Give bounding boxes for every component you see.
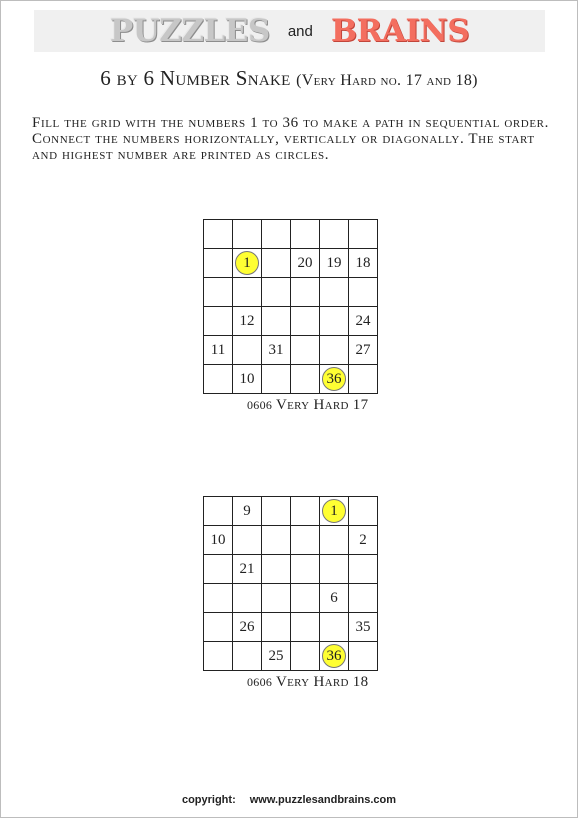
grid-cell[interactable] <box>320 307 349 336</box>
page-title-sub: (Very Hard no. 17 and 18) <box>296 72 478 89</box>
grid-cell[interactable] <box>291 584 320 613</box>
grid-cell[interactable] <box>320 497 349 526</box>
grid-cell[interactable] <box>233 336 262 365</box>
grid-cell[interactable] <box>262 278 291 307</box>
grid-cell[interactable] <box>349 220 378 249</box>
grid-cell[interactable] <box>262 584 291 613</box>
given-number: 31 <box>268 341 284 358</box>
grid-cell[interactable] <box>320 613 349 642</box>
grid-cell[interactable] <box>262 497 291 526</box>
puzzle-grid-17 <box>203 219 378 394</box>
grid-cell[interactable] <box>262 555 291 584</box>
grid-cell[interactable] <box>233 249 262 278</box>
grid-cell[interactable] <box>349 613 378 642</box>
grid-cell[interactable] <box>320 278 349 307</box>
grid-cell[interactable] <box>204 613 233 642</box>
grid-cell[interactable] <box>204 584 233 613</box>
circled-number: 1 <box>235 251 259 275</box>
grid-cell[interactable] <box>204 526 233 555</box>
grid-cell[interactable] <box>233 365 262 394</box>
grid-cell[interactable] <box>291 365 320 394</box>
logo-puzzles-word: PUZZLES <box>109 13 270 49</box>
grid-cell[interactable] <box>349 642 378 671</box>
grid-cell[interactable] <box>320 555 349 584</box>
grid-cell[interactable] <box>262 220 291 249</box>
site-logo-banner <box>34 10 545 52</box>
puzzle-caption-18 <box>247 674 368 691</box>
grid-cell[interactable] <box>320 249 349 278</box>
copyright-label: copyright: <box>181 794 236 806</box>
footer <box>0 794 578 806</box>
page-title <box>0 66 578 91</box>
grid-cell[interactable] <box>320 526 349 555</box>
logo-and-word: and <box>287 22 313 40</box>
grid-cell[interactable] <box>204 220 233 249</box>
given-number: 10 <box>210 531 226 548</box>
grid-cell[interactable] <box>262 249 291 278</box>
given-number: 26 <box>239 618 255 635</box>
given-number: 20 <box>297 254 313 271</box>
grid-cell[interactable] <box>349 497 378 526</box>
grid-cell[interactable] <box>291 613 320 642</box>
puzzle-label: Very Hard 17 <box>275 397 369 413</box>
logo-brains-word: BRAINS <box>330 13 470 49</box>
given-number: 9 <box>243 502 251 519</box>
grid-cell[interactable] <box>262 642 291 671</box>
grid-cell[interactable] <box>233 613 262 642</box>
given-number: 35 <box>355 618 371 635</box>
grid-cell[interactable] <box>233 497 262 526</box>
grid-cell[interactable] <box>204 642 233 671</box>
circled-number: 36 <box>322 367 346 391</box>
grid-cell[interactable] <box>291 555 320 584</box>
grid-cell[interactable] <box>204 365 233 394</box>
grid-cell[interactable] <box>262 307 291 336</box>
grid-cell[interactable] <box>349 365 378 394</box>
grid-cell[interactable] <box>204 336 233 365</box>
grid-cell[interactable] <box>262 526 291 555</box>
grid-cell[interactable] <box>233 307 262 336</box>
grid-cell[interactable] <box>204 278 233 307</box>
grid-cell[interactable] <box>349 526 378 555</box>
grid-cell[interactable] <box>291 336 320 365</box>
grid-cell[interactable] <box>320 642 349 671</box>
grid-cell[interactable] <box>262 365 291 394</box>
circled-number: 36 <box>322 644 346 668</box>
grid-cell[interactable] <box>291 526 320 555</box>
given-number: 24 <box>355 312 371 329</box>
grid-cell[interactable] <box>320 220 349 249</box>
website-link[interactable]: www.puzzlesandbrains.com <box>249 794 397 806</box>
grid-cell[interactable] <box>291 307 320 336</box>
grid-cell[interactable] <box>233 220 262 249</box>
grid-cell[interactable] <box>291 642 320 671</box>
grid-cell[interactable] <box>291 278 320 307</box>
grid-cell[interactable] <box>349 584 378 613</box>
given-number: 27 <box>355 341 371 358</box>
grid-cell[interactable] <box>349 278 378 307</box>
grid-cell[interactable] <box>320 584 349 613</box>
puzzle-label: Very Hard 18 <box>275 674 369 690</box>
grid-cell[interactable] <box>349 307 378 336</box>
grid-cell[interactable] <box>320 336 349 365</box>
circled-number: 1 <box>322 499 346 523</box>
given-number: 12 <box>239 312 255 329</box>
grid-cell[interactable] <box>320 365 349 394</box>
page-title-main: 6 by 6 Number Snake <box>100 66 291 90</box>
grid-cell[interactable] <box>233 642 262 671</box>
grid-cell[interactable] <box>349 555 378 584</box>
grid-cell[interactable] <box>233 278 262 307</box>
grid-cell[interactable] <box>204 497 233 526</box>
grid-cell[interactable] <box>233 526 262 555</box>
puzzle-code: 0606 <box>247 398 273 412</box>
grid-cell[interactable] <box>204 307 233 336</box>
instructions-text: Fill the grid with the numbers 1 to 36 to make a path in sequential order. Connect the numbers horizontally, vertically or diagonally. The start and highest number are printed as circles. <box>32 115 549 163</box>
given-number: 19 <box>326 254 342 271</box>
puzzle-code: 0606 <box>247 675 273 689</box>
given-number: 10 <box>239 370 255 387</box>
grid-cell[interactable] <box>349 336 378 365</box>
grid-cell[interactable] <box>204 249 233 278</box>
grid-cell[interactable] <box>291 497 320 526</box>
grid-cell[interactable] <box>233 584 262 613</box>
grid-cell[interactable] <box>233 555 262 584</box>
grid-cell[interactable] <box>291 249 320 278</box>
grid-cell[interactable] <box>204 555 233 584</box>
given-number: 6 <box>330 589 338 606</box>
grid-cell[interactable] <box>262 336 291 365</box>
given-number: 25 <box>268 647 284 664</box>
given-number: 18 <box>355 254 371 271</box>
given-number: 11 <box>210 341 226 358</box>
puzzle-caption-17 <box>247 397 368 414</box>
grid-cell[interactable] <box>291 220 320 249</box>
given-number: 2 <box>359 531 367 548</box>
given-number: 21 <box>239 560 255 577</box>
grid-cell[interactable] <box>349 249 378 278</box>
grid-cell[interactable] <box>262 613 291 642</box>
puzzle-grid-18 <box>203 496 378 671</box>
